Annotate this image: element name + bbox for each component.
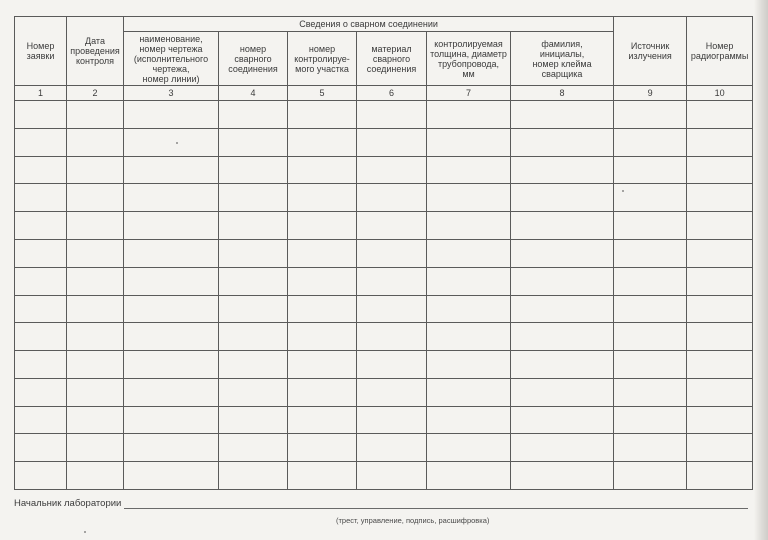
column-number: 2 — [67, 85, 124, 100]
table-cell — [219, 351, 288, 379]
column-header-2: Дата проведения контроля — [67, 17, 124, 86]
table-row — [15, 406, 753, 434]
table-cell — [124, 239, 219, 267]
table-cell — [614, 184, 687, 212]
table-cell — [511, 406, 614, 434]
table-cell — [288, 184, 357, 212]
table-cell — [511, 378, 614, 406]
table-cell — [288, 462, 357, 490]
table-cell — [15, 323, 67, 351]
table-cell — [687, 184, 753, 212]
table-cell — [687, 101, 753, 129]
table-cell — [67, 378, 124, 406]
table-cell — [614, 406, 687, 434]
table-cell — [511, 351, 614, 379]
table-cell — [427, 212, 511, 240]
scan-shadow — [754, 0, 768, 540]
table-cell — [219, 406, 288, 434]
table-cell — [288, 156, 357, 184]
table-cell — [687, 295, 753, 323]
table-cell — [687, 267, 753, 295]
table-cell — [219, 434, 288, 462]
column-header-10: Номер радиограммы — [687, 17, 753, 86]
table-cell — [124, 351, 219, 379]
table-cell — [67, 267, 124, 295]
table-body — [15, 101, 753, 490]
table-cell — [427, 323, 511, 351]
table-cell — [511, 156, 614, 184]
table-cell — [15, 212, 67, 240]
table-cell — [124, 212, 219, 240]
table-cell — [219, 128, 288, 156]
scan-speck — [622, 190, 624, 192]
table-cell — [288, 267, 357, 295]
table-row — [15, 128, 753, 156]
table-cell — [15, 267, 67, 295]
column-number: 5 — [288, 85, 357, 100]
table-cell — [124, 462, 219, 490]
table-cell — [614, 434, 687, 462]
table-cell — [614, 351, 687, 379]
table-cell — [124, 267, 219, 295]
table-cell — [357, 101, 427, 129]
table-cell — [427, 239, 511, 267]
table-cell — [15, 378, 67, 406]
column-number: 7 — [427, 85, 511, 100]
table-cell — [614, 239, 687, 267]
table-row — [15, 378, 753, 406]
table-cell — [124, 128, 219, 156]
table-cell — [687, 212, 753, 240]
table-cell — [427, 434, 511, 462]
table-cell — [219, 267, 288, 295]
table-cell — [357, 239, 427, 267]
footer-signature-line — [14, 498, 754, 512]
column-number: 10 — [687, 85, 753, 100]
table-cell — [511, 295, 614, 323]
table-cell — [357, 351, 427, 379]
table-cell — [219, 378, 288, 406]
table-cell — [219, 101, 288, 129]
table-row — [15, 101, 753, 129]
table-cell — [67, 239, 124, 267]
table-cell — [15, 156, 67, 184]
column-header-6: материал сварного соединения — [357, 32, 427, 86]
table-cell — [15, 184, 67, 212]
table-row — [15, 239, 753, 267]
column-number: 6 — [357, 85, 427, 100]
column-header-8: фамилия, инициалы, номер клейма сварщика — [511, 32, 614, 86]
radiography-journal-table — [14, 16, 753, 490]
table-cell — [124, 406, 219, 434]
table-cell — [15, 351, 67, 379]
table-row — [15, 434, 753, 462]
table-cell — [614, 323, 687, 351]
table-cell — [614, 128, 687, 156]
column-header-3: наименование, номер чертежа (исполнительного чертежа, номер линии) — [124, 32, 219, 86]
table-cell — [511, 239, 614, 267]
signature-caption: (трест, управление, подпись, расшифровка) — [336, 516, 490, 525]
table-cell — [511, 434, 614, 462]
column-number: 3 — [124, 85, 219, 100]
table-cell — [357, 323, 427, 351]
table-cell — [357, 212, 427, 240]
table-cell — [427, 267, 511, 295]
scan-speck — [84, 531, 86, 533]
table-cell — [687, 239, 753, 267]
table-cell — [687, 406, 753, 434]
table-cell — [219, 295, 288, 323]
table-cell — [614, 156, 687, 184]
table-cell — [687, 378, 753, 406]
table-cell — [427, 351, 511, 379]
table-row — [15, 323, 753, 351]
table-cell — [67, 101, 124, 129]
lab-head-label: Начальник лаборатории — [14, 498, 122, 509]
column-number: 4 — [219, 85, 288, 100]
table-cell — [67, 351, 124, 379]
table-cell — [614, 295, 687, 323]
table-cell — [614, 462, 687, 490]
table-cell — [357, 406, 427, 434]
signature-underline — [124, 508, 748, 509]
table-row — [15, 212, 753, 240]
table-cell — [288, 212, 357, 240]
table-cell — [124, 378, 219, 406]
table-cell — [427, 378, 511, 406]
table-cell — [67, 323, 124, 351]
table-cell — [357, 295, 427, 323]
table-cell — [124, 434, 219, 462]
table-row — [15, 156, 753, 184]
table-cell — [687, 323, 753, 351]
table-cell — [427, 462, 511, 490]
table-cell — [511, 462, 614, 490]
table-cell — [357, 378, 427, 406]
table-cell — [124, 101, 219, 129]
column-header-9: Источник излучения — [614, 17, 687, 86]
column-number: 9 — [614, 85, 687, 100]
table-cell — [67, 406, 124, 434]
table-cell — [511, 101, 614, 129]
table-cell — [288, 295, 357, 323]
weld-info-group-header: Сведения о сварном соединении — [124, 17, 614, 32]
scan-speck — [176, 142, 178, 144]
table-cell — [15, 462, 67, 490]
table-cell — [219, 239, 288, 267]
table-cell — [614, 267, 687, 295]
table-cell — [288, 323, 357, 351]
table-cell — [687, 434, 753, 462]
header-row-top — [15, 17, 753, 32]
table-cell — [511, 184, 614, 212]
table-cell — [288, 101, 357, 129]
table-cell — [288, 128, 357, 156]
table-cell — [15, 406, 67, 434]
table-cell — [219, 184, 288, 212]
table-cell — [288, 239, 357, 267]
table-cell — [124, 323, 219, 351]
table-cell — [219, 462, 288, 490]
table-cell — [427, 184, 511, 212]
table-cell — [124, 295, 219, 323]
table-cell — [427, 128, 511, 156]
table-cell — [511, 128, 614, 156]
table-cell — [357, 156, 427, 184]
table-cell — [15, 101, 67, 129]
table-cell — [67, 156, 124, 184]
table-cell — [511, 267, 614, 295]
column-header-4: номер сварного соединения — [219, 32, 288, 86]
table-row — [15, 184, 753, 212]
table-cell — [15, 239, 67, 267]
table-cell — [288, 378, 357, 406]
column-number: 1 — [15, 85, 67, 100]
table-cell — [67, 128, 124, 156]
table-row — [15, 351, 753, 379]
column-header-1: Номер заявки — [15, 17, 67, 86]
table-cell — [427, 101, 511, 129]
table-cell — [511, 212, 614, 240]
table-cell — [67, 462, 124, 490]
table-cell — [219, 323, 288, 351]
table-cell — [219, 212, 288, 240]
table-cell — [15, 434, 67, 462]
table-cell — [67, 434, 124, 462]
table-cell — [357, 184, 427, 212]
column-header-5: номер контролируе- мого участка — [288, 32, 357, 86]
table-cell — [124, 156, 219, 184]
table-cell — [219, 156, 288, 184]
table-row — [15, 462, 753, 490]
column-number: 8 — [511, 85, 614, 100]
table-cell — [614, 378, 687, 406]
table-cell — [427, 406, 511, 434]
table-cell — [15, 295, 67, 323]
table-cell — [357, 462, 427, 490]
table-cell — [288, 406, 357, 434]
table-cell — [357, 267, 427, 295]
table-cell — [427, 295, 511, 323]
table-cell — [67, 212, 124, 240]
table-cell — [124, 184, 219, 212]
table-row — [15, 295, 753, 323]
column-header-7: контролируемая толщина, диаметр трубопровода, мм — [427, 32, 511, 86]
column-number-row — [15, 85, 753, 100]
table-row — [15, 267, 753, 295]
table-cell — [357, 434, 427, 462]
table-cell — [511, 323, 614, 351]
table-cell — [67, 295, 124, 323]
table-cell — [614, 101, 687, 129]
table-cell — [427, 156, 511, 184]
table-cell — [614, 212, 687, 240]
table-cell — [687, 156, 753, 184]
table-cell — [288, 351, 357, 379]
table-cell — [288, 434, 357, 462]
table-cell — [687, 128, 753, 156]
table-cell — [687, 351, 753, 379]
table-cell — [687, 462, 753, 490]
table-cell — [15, 128, 67, 156]
table-cell — [357, 128, 427, 156]
table-cell — [67, 184, 124, 212]
